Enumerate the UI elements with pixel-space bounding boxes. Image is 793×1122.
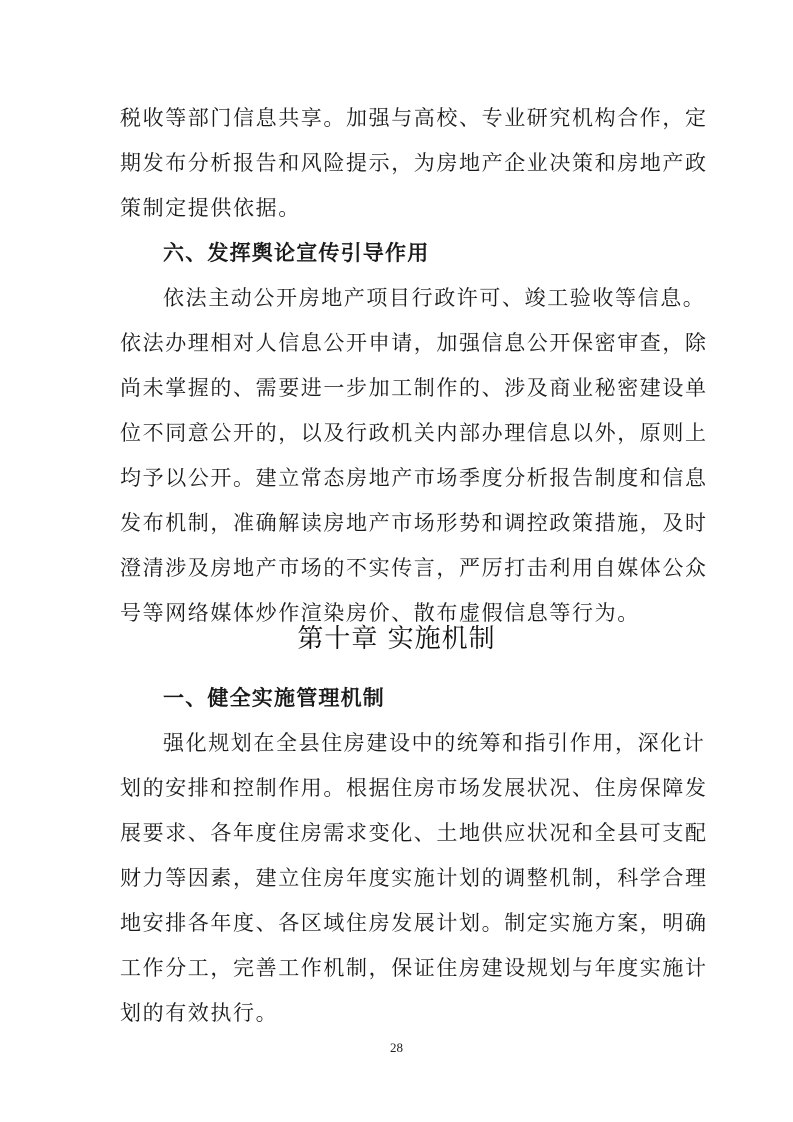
paragraph-line: 展要求、各年度住房需求变化、土地供应状况和全县可支配 <box>120 821 708 845</box>
paragraph-line: 财力等因素，建立住房年度实施计划的调整机制，科学合理 <box>120 866 708 890</box>
paragraph-line: 地安排各年度、各区域住房发展计划。制定实施方案，明确 <box>120 911 708 935</box>
section-heading: 六、发挥舆论宣传引导作用 <box>163 241 430 265</box>
paragraph-line: 强化规划在全县住房建设中的统筹和指引作用，深化计 <box>163 731 706 755</box>
paragraph-line: 均予以公开。建立常态房地产市场季度分析报告制度和信息 <box>120 466 708 490</box>
paragraph-line: 位不同意公开的，以及行政机关内部办理信息以外，原则上 <box>120 421 708 445</box>
paragraph-line: 期发布分析报告和风险提示，为房地产企业决策和房地产政 <box>120 151 708 175</box>
paragraph-line: 策制定提供依据。 <box>120 196 301 220</box>
paragraph-line: 尚未掌握的、需要进一步加工制作的、涉及商业秘密建设单 <box>120 376 708 400</box>
paragraph-line: 依法主动公开房地产项目行政许可、竣工验收等信息。 <box>163 286 706 310</box>
chapter-title: 第十章 实施机制 <box>297 624 496 654</box>
page-number: 28 <box>390 1040 403 1055</box>
paragraph-line: 号等网络媒体炒作渲染房价、散布虚假信息等行为。 <box>120 601 640 625</box>
paragraph-line: 税收等部门信息共享。加强与高校、专业研究机构合作，定 <box>120 106 708 130</box>
paragraph-line: 划的安排和控制作用。根据住房市场发展状况、住房保障发 <box>120 776 708 800</box>
paragraph-line: 依法办理相对人信息公开申请，加强信息公开保密审查，除 <box>120 331 708 355</box>
paragraph-line: 工作分工，完善工作机制，保证住房建设规划与年度实施计 <box>120 956 708 980</box>
paragraph-line: 划的有效执行。 <box>120 1001 279 1025</box>
paragraph-line: 发布机制，准确解读房地产市场形势和调控政策措施，及时 <box>120 511 708 535</box>
section-heading: 一、健全实施管理机制 <box>163 686 385 710</box>
paragraph-line: 澄清涉及房地产市场的不实传言，严厉打击利用自媒体公众 <box>120 556 708 580</box>
